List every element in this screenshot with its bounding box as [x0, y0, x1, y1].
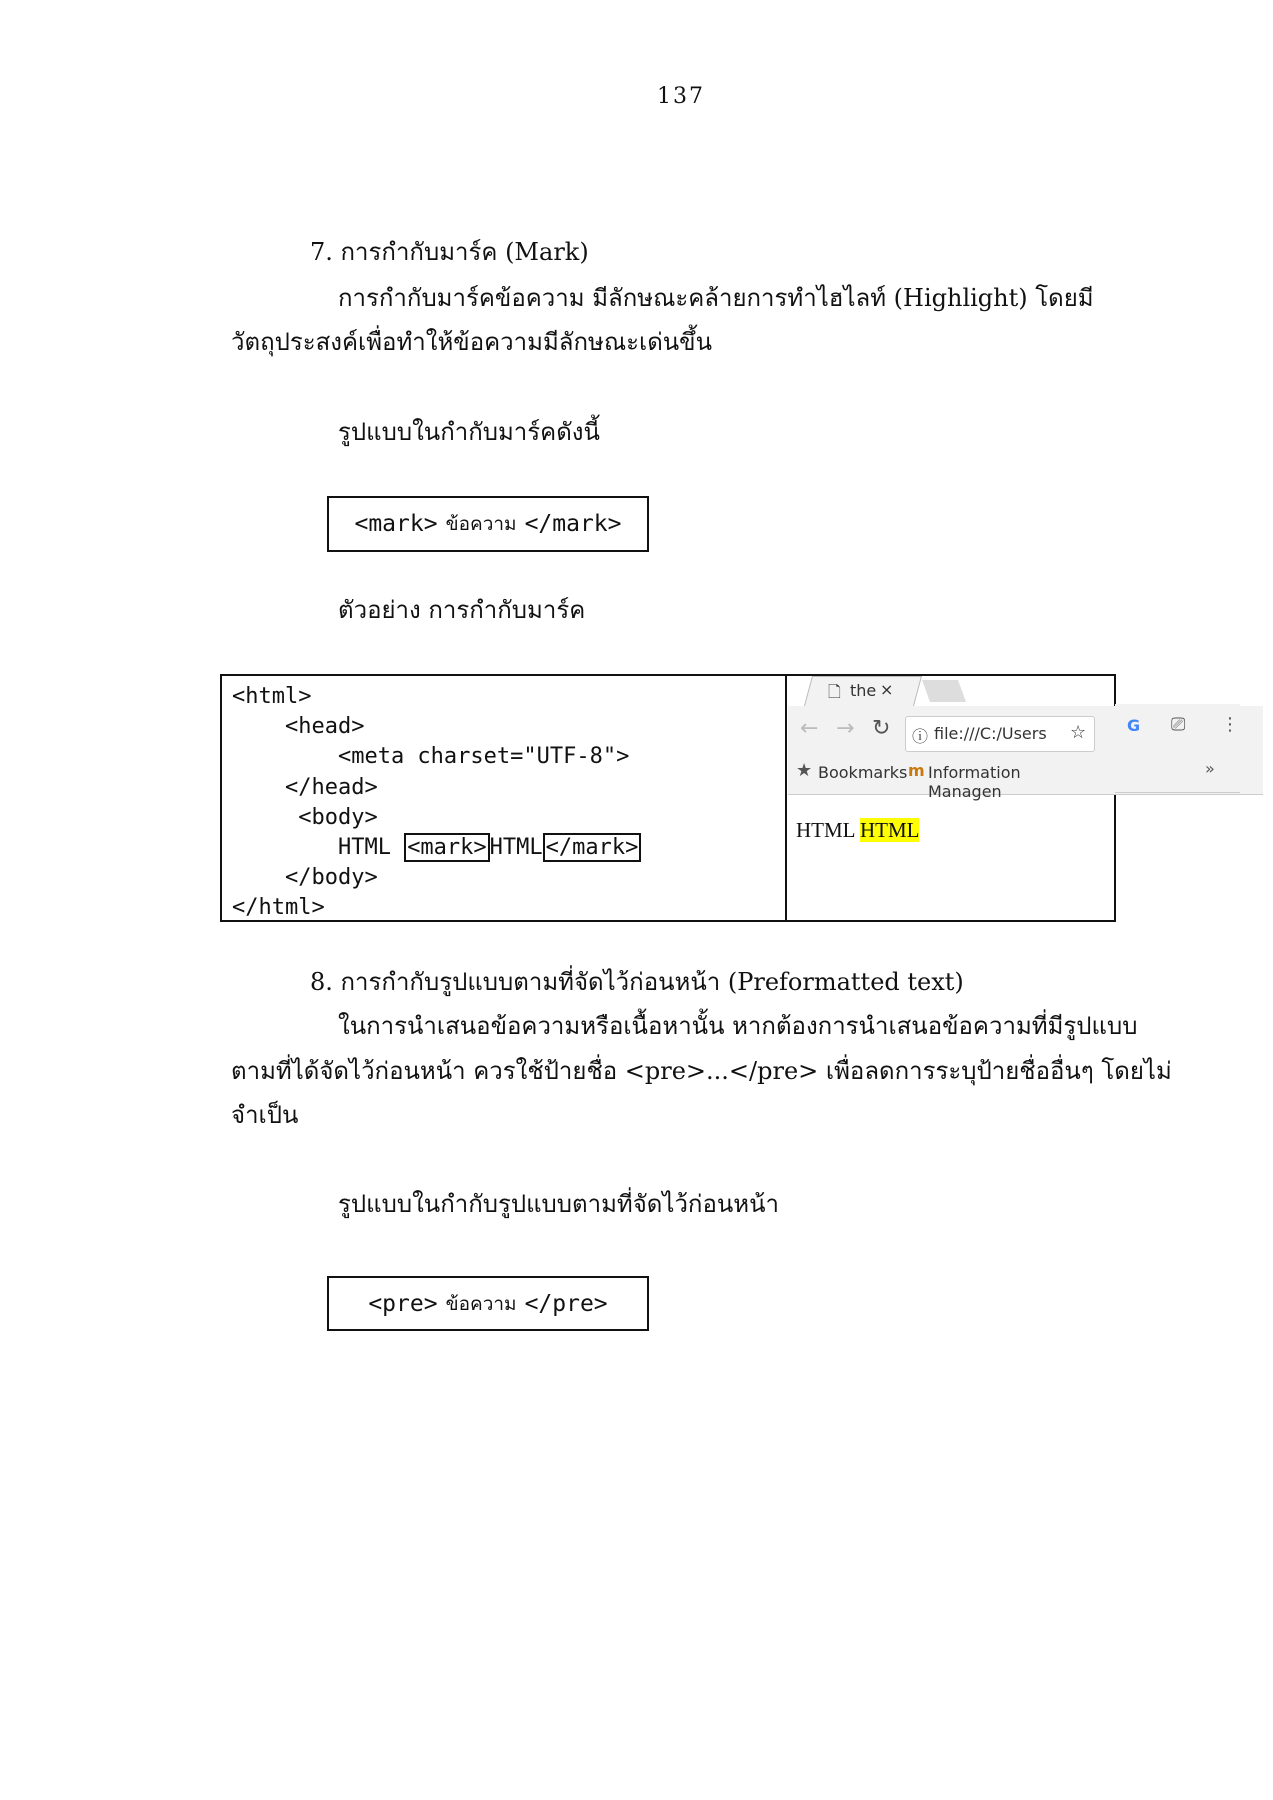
code-listing: [222, 676, 787, 920]
info-icon: ⓘ: [912, 727, 929, 746]
page-number: 137: [657, 84, 705, 109]
output-plain: HTML: [796, 818, 855, 842]
section-8-paragraph-line: ตามที่ได้จัดไว้ก่อนหน้า ควรใช้ป้ายชื่อ <pre>...</pre> เพื่อลดการระบุป้ายชื่ออื่นๆ โดยไม่: [231, 1057, 1172, 1085]
mark-close-highlight: </mark>: [543, 833, 642, 862]
example-table: [220, 674, 1116, 922]
content-text: ข้อความ: [445, 513, 517, 535]
bookmarks-star-icon: ★: [796, 760, 813, 781]
format-label: รูปแบบในกำกับมาร์คดังนี้: [338, 418, 600, 446]
section-7-heading: 7. การกำกับมาร์ค (Mark): [310, 238, 589, 266]
content-text: ข้อความ: [445, 1292, 517, 1315]
menu-icon: ⋮: [1221, 714, 1239, 735]
close-tag: </mark>: [524, 511, 622, 537]
code-text: HTML: [489, 834, 543, 860]
section-8-heading: 8. การกำกับรูปแบบตามที่จัดไว้ก่อนหน้า (Preformatted text): [310, 968, 964, 996]
mark-open-highlight: <mark>: [404, 833, 489, 862]
url-text: file:///C:/Users: [934, 724, 1047, 743]
bookmarks-label: Bookmarks: [818, 763, 908, 782]
mark-syntax-box: [327, 496, 649, 552]
tab-title: the: [850, 681, 877, 700]
code-line: </body>: [232, 865, 378, 891]
code-line: <head>: [232, 714, 365, 740]
bookmark-item: Information Managen: [928, 763, 1021, 801]
translate-icon: G: [1127, 716, 1141, 735]
tab-close-icon: ×: [880, 680, 894, 699]
code-line: </html>: [232, 895, 325, 921]
more-bookmarks-icon: »: [1205, 759, 1215, 778]
open-tag: <mark>: [354, 511, 438, 537]
code-line: <body>: [232, 804, 378, 830]
output-marked: HTML: [859, 818, 920, 842]
new-tab-button: [922, 680, 966, 702]
section-7-paragraph-line: วัตถุประสงค์เพื่อทำให้ข้อความมีลักษณะเด่นขึ้น: [231, 328, 712, 356]
code-line: [232, 833, 785, 863]
code-line: <meta charset="UTF-8">: [232, 744, 630, 770]
moodle-icon: m: [908, 761, 925, 780]
browser-toolbar-overflow: [1115, 704, 1240, 793]
cast-icon: ⎚: [1171, 714, 1186, 735]
section-8-paragraph-line: ในการนำเสนอข้อความหรือเนื้อหานั้น หากต้องการนำเสนอข้อความที่มีรูปแบบ: [338, 1012, 1138, 1040]
forward-icon: →: [836, 716, 855, 741]
example-label: ตัวอย่าง การกำกับมาร์ค: [338, 596, 586, 624]
reload-icon: ↻: [872, 716, 891, 741]
browser-output: [796, 818, 919, 843]
address-bar: [905, 716, 1095, 752]
format-label: รูปแบบในกำกับรูปแบบตามที่จัดไว้ก่อนหน้า: [338, 1190, 779, 1218]
code-line: <html>: [232, 684, 312, 709]
section-8-paragraph-line: จำเป็น: [231, 1101, 299, 1129]
page-icon: 🗋: [828, 682, 841, 701]
star-icon: ☆: [1070, 722, 1087, 743]
section-7-paragraph-line: การกำกับมาร์คข้อความ มีลักษณะคล้ายการทำไฮไลท์ (Highlight) โดยมี: [338, 284, 1094, 312]
pre-syntax-box: [327, 1276, 649, 1331]
code-line: </head>: [232, 774, 378, 800]
back-icon: ←: [800, 716, 819, 741]
code-text: HTML: [232, 834, 405, 860]
close-tag: </pre>: [524, 1290, 608, 1317]
open-tag: <pre>: [368, 1290, 438, 1317]
